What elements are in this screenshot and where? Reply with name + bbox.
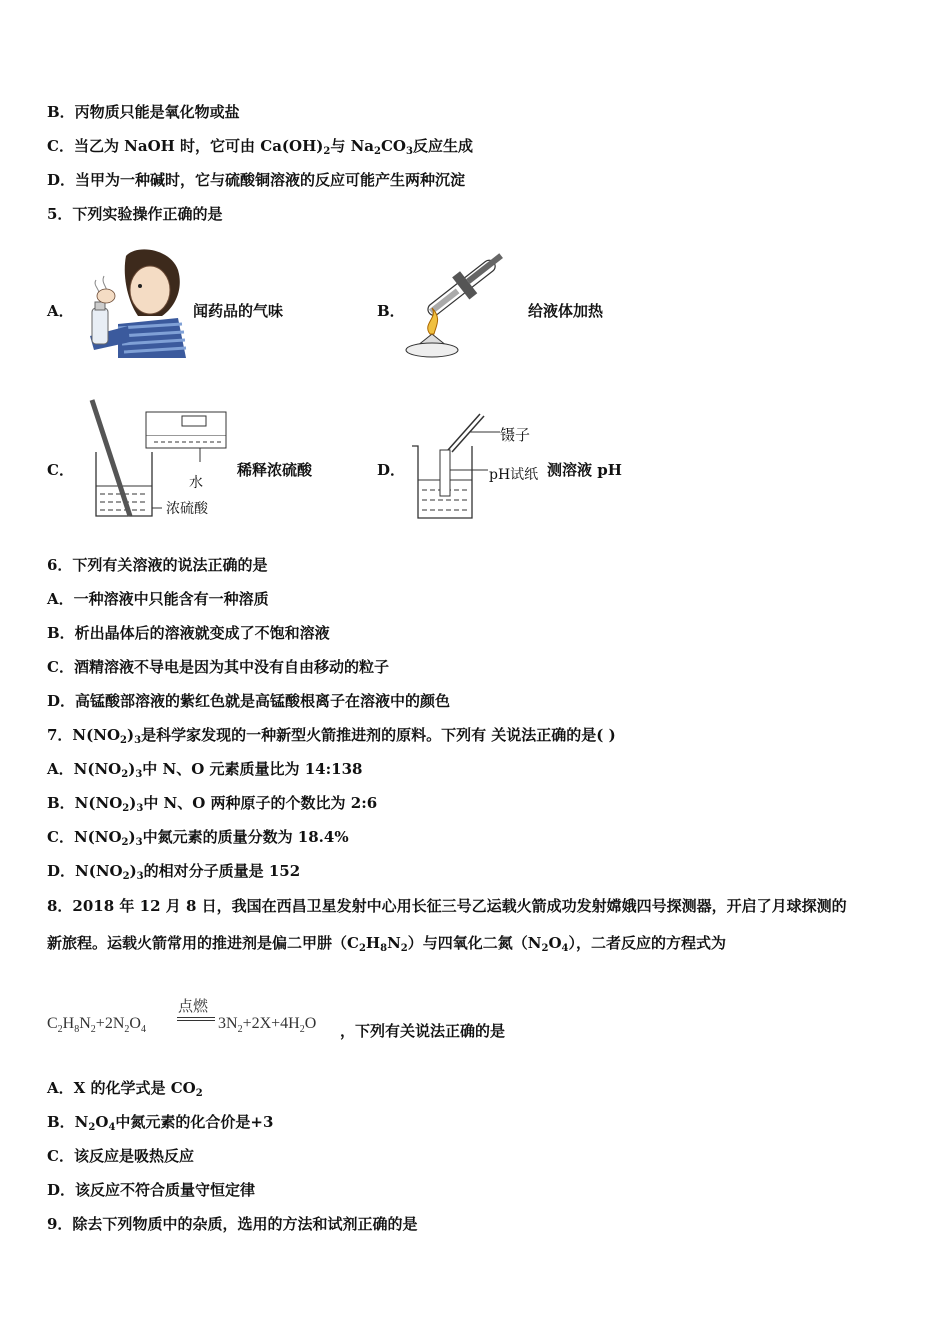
equals-sign bbox=[177, 1017, 215, 1021]
ph-paper-label: pH试纸 bbox=[489, 467, 539, 483]
q4-option-c: C．当乙为 NaOH 时，它可由 $Ca(OH)_2$与 $Na_2CO_3$反应生成 bbox=[47, 137, 473, 157]
q5-c-caption: 稀释浓硫酸 bbox=[237, 461, 313, 479]
q8-option-c: C．该反应是吸热反应 bbox=[47, 1147, 194, 1165]
q5-a-caption: 闻药品的气味 bbox=[193, 302, 284, 320]
heat-liquid-figure bbox=[402, 250, 520, 360]
q4-option-b: B．丙物质只能是氧化物或盐 bbox=[47, 103, 240, 121]
q7-option-a: A．$N(NO_2)_3$中 N、O 元素质量比为 14:138 bbox=[47, 760, 363, 780]
q7-option-d: D．$N(NO_2)_3$的相对分子质量是 152 bbox=[47, 862, 301, 882]
q8-option-d: D．该反应不符合质量守恒定律 bbox=[47, 1181, 256, 1199]
q7-option-c: C．$N(NO_2)_3$中氮元素的质量分数为 18.4% bbox=[47, 828, 349, 848]
q5-b-caption: 给液体加热 bbox=[528, 302, 604, 320]
reaction-condition: 点燃 bbox=[178, 997, 209, 1015]
q8-option-b: B．$N_2O_4$中氮元素的化合价是+3 bbox=[47, 1113, 274, 1133]
q6-option-b: B．析出晶体后的溶液就变成了不饱和溶液 bbox=[47, 624, 330, 642]
q5-b-letter: B． bbox=[377, 302, 405, 320]
equation-products: $3N_2+2X+4H_2O$ bbox=[218, 1015, 317, 1035]
water-label: 水 bbox=[189, 475, 203, 491]
q8-stem-line2: 新旅程。运载火箭常用的推进剂是偏二甲肼$(C_2H_8N_2)$与四氧化二氮$(N_2O_4)$，二者反应的方程式为 bbox=[47, 934, 727, 954]
equation-reactants: $C_2H_8N_2+2N_2O_4$ bbox=[47, 1015, 146, 1035]
q5-d-letter: D． bbox=[377, 461, 406, 479]
q6-option-d: D．高锰酸部溶液的紫红色就是高锰酸根离子在溶液中的颜色 bbox=[47, 692, 451, 710]
q5-a-letter: A． bbox=[47, 302, 74, 320]
q6-option-a: A．一种溶液中只能含有一种溶质 bbox=[47, 590, 269, 608]
smell-chemical-figure bbox=[78, 246, 188, 358]
q6-stem: 6．下列有关溶液的说法正确的是 bbox=[47, 556, 268, 574]
q8-option-a: A．X 的化学式是 $CO_2$ bbox=[47, 1079, 203, 1099]
concentrated-acid-label: 浓硫酸 bbox=[166, 501, 208, 517]
q7-stem: 7．$N(NO_2)_3$是科学家发现的一种新型火箭推进剂的原料。下列有 关说法正确的是( ) bbox=[47, 726, 616, 746]
q6-option-c: C．酒精溶液不导电是因为其中没有自由移动的粒子 bbox=[47, 658, 389, 676]
q5-c-letter: C． bbox=[47, 461, 74, 479]
q5-stem: 5．下列实验操作正确的是 bbox=[47, 205, 223, 223]
q9-stem: 9．除去下列物质中的杂质，选用的方法和试剂正确的是 bbox=[47, 1215, 418, 1233]
q5-d-caption: 测溶液 pH bbox=[547, 461, 622, 479]
q4-option-d: D．当甲为一种碱时，它与硫酸铜溶液的反应可能产生两种沉淀 bbox=[47, 171, 466, 189]
tweezers-label: 镊子 bbox=[500, 426, 531, 444]
q8-stem-line1: 8．2018 年 12 月 8 日，我国在西昌卫星发射中心用长征三号乙运载火箭成功发射嫦娥四号探测器，开启了月球探测的 bbox=[47, 897, 847, 915]
q7-option-b: B．$N(NO_2)_3$中 N、O 两种原子的个数比为 2:6 bbox=[47, 794, 378, 814]
q8-stem-tail: ，下列有关说法正确的是 bbox=[340, 1022, 506, 1040]
